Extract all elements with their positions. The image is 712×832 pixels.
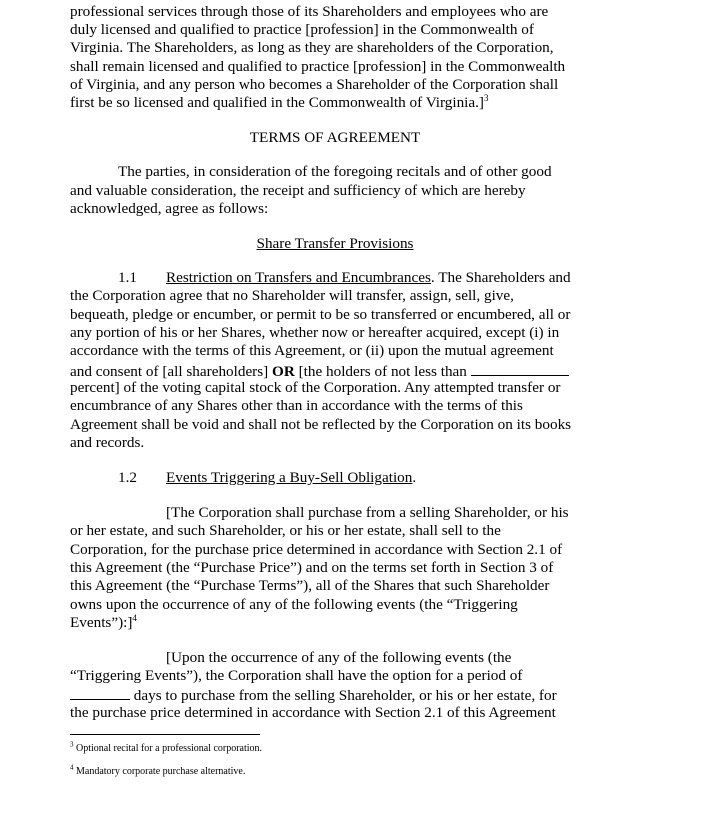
footnote-4: $^4$ Mandatory corporate purchase alternative. (70, 763, 246, 777)
section-heading: Share Transfer Provisions (256, 235, 414, 252)
section-1-2-heading: 1.2 Events Triggering a Buy-Sell Obligation. (118, 469, 417, 486)
footnote-3: $^3$ Optional recital for a professional corporation. (70, 740, 263, 754)
section-1-1-line: any portion of his or her Shares, whether now or hereafter acquired, except (i) in (70, 324, 560, 341)
alt-a-line: owns upon the occurrence of any of the following events (the “Triggering (70, 596, 518, 613)
recital-line: of Virginia, and any person who becomes a Shareholder of the Corporation shall (70, 76, 559, 93)
alt-a-line: or her estate, and such Shareholder, or his or her estate, shall sell to the (70, 522, 501, 539)
alt-a-line: [The Corporation shall purchase from a selling Shareholder, or his (166, 504, 569, 521)
recital-line: shall remain licensed and qualified to practice [profession] in the Commonwealth (70, 58, 566, 75)
alt-a-line-last: Events”):]$^4$ (70, 612, 137, 631)
or-keyword: OR (272, 363, 295, 380)
alt-a-line: this Agreement (the “Purchase Terms”), all of the Shares that such Shareholder (70, 577, 550, 594)
footnote-ref-3[interactable]: 3 (483, 92, 489, 103)
section-1-1-line: accordance with the terms of this Agreement, or (ii) upon the mutual agreement (70, 342, 554, 359)
intro-line: acknowledged, agree as follows: (70, 200, 269, 217)
recital-line: duly licensed and qualified to practice [profession] in the Commonwealth of (70, 21, 534, 38)
alt-b-line: the purchase price determined in accordance with Section 2.1 of this Agreement (70, 704, 556, 721)
alt-a-line: Corporation, for the purchase price determined in accordance with Section 2.1 of (70, 541, 563, 558)
section-number: 1.2 (118, 469, 137, 486)
recital-line-last: first be so licensed and qualified in the Commonwealth of Virginia.]$^3$ (70, 92, 489, 111)
days-blank[interactable] (70, 685, 130, 700)
footnote-ref-4[interactable]: 4 (132, 612, 137, 623)
alt-b-line: “Triggering Events”), the Corporation shall have the option for a period of (70, 667, 523, 684)
section-1-1-line: encumbrance of any Shares other than in accordance with the terms of this (70, 397, 523, 414)
alt-a-line: this Agreement (the “Purchase Price”) and on the terms set forth in Section 3 of (70, 559, 554, 576)
section-title: Restriction on Transfers and Encumbrances (165, 269, 431, 286)
section-1-1-line: and records. (70, 434, 145, 451)
intro-line: The parties, in consideration of the foregoing recitals and of other good (118, 163, 552, 180)
section-1-1-consent-line: and consent of [all shareholders] OR [the holders of not less than (70, 361, 569, 381)
section-1-1-line: bequeath, pledge or encumber, or permit to be so transferred or encumbered, all or (70, 306, 571, 323)
section-1-1-line: Agreement shall be void and shall not be reflected by the Corporation on its books (70, 416, 572, 433)
section-title: Events Triggering a Buy-Sell Obligation (165, 469, 413, 486)
section-number: 1.1 (118, 269, 137, 286)
intro-line: and valuable consideration, the receipt and sufficiency of which are hereby (70, 182, 526, 199)
section-1-1-line: the Corporation agree that no Shareholder will transfer, assign, sell, give, (70, 287, 514, 304)
footnote-separator (70, 734, 260, 735)
alt-b-line: [Upon the occurrence of any of the following events (the (166, 649, 512, 666)
recital-line: professional services through those of its Shareholders and employees who are (70, 3, 549, 20)
section-1-1-first-line: 1.1 Restriction on Transfers and Encumbrances. The Shareholders and (118, 269, 571, 286)
alt-b-days-line: days to purchase from the selling Shareholder, or his or her estate, for (70, 685, 557, 705)
terms-heading: TERMS OF AGREEMENT (249, 129, 421, 146)
recital-line: Virginia. The Shareholders, as long as they are shareholders of the Corporation, (70, 39, 554, 56)
section-1-1-line: percent] of the voting capital stock of the Corporation. Any attempted transfer or (70, 379, 561, 396)
percent-blank[interactable] (471, 361, 569, 376)
